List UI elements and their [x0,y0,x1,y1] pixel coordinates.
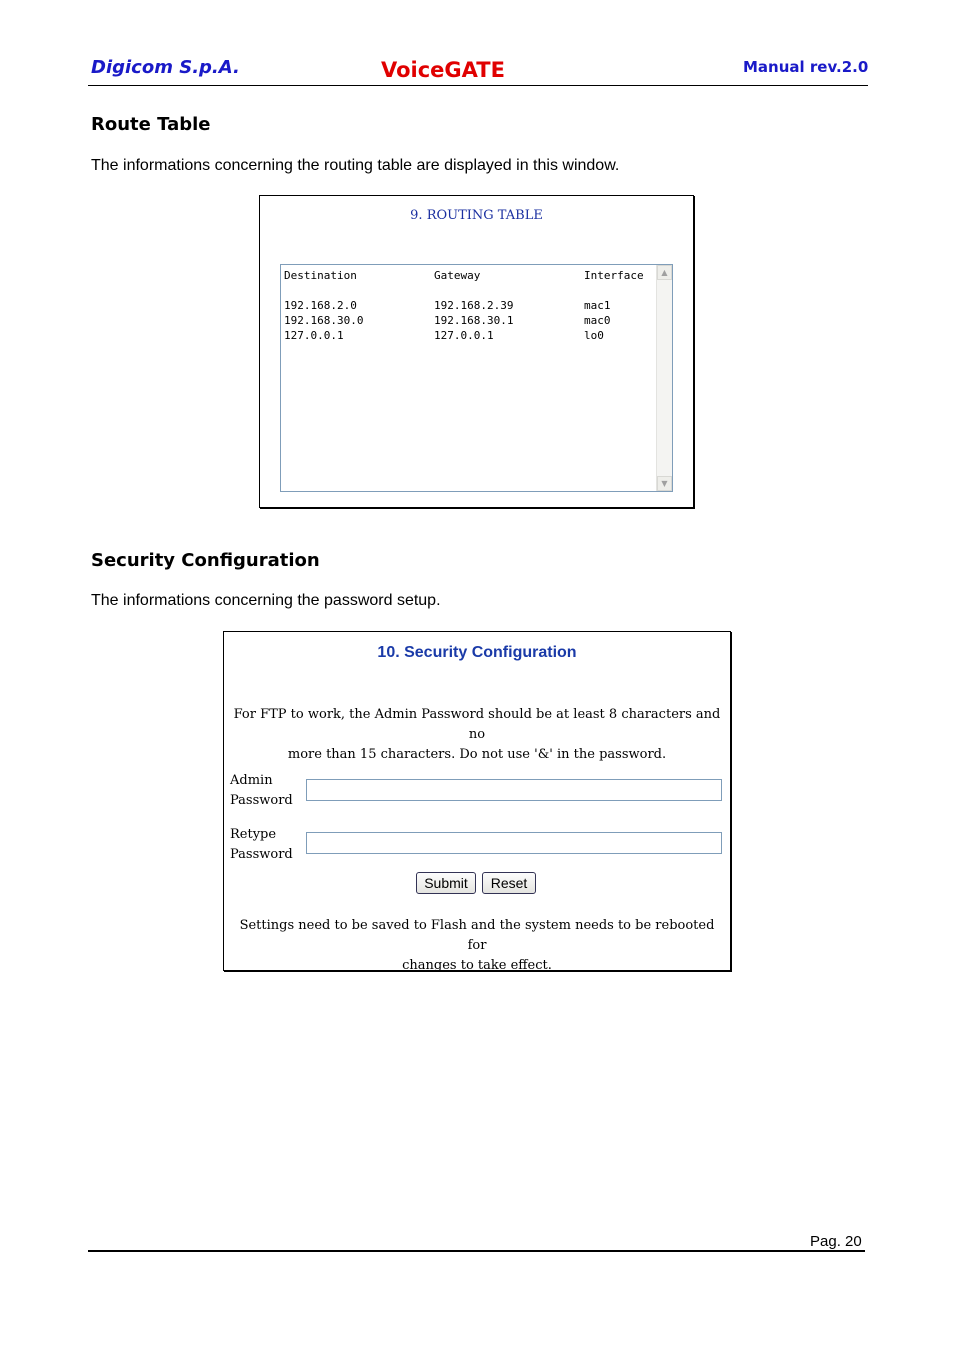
password-rules-line-1: For FTP to work, the Admin Password should be at least 8 characters and no [233,707,721,742]
column-header-gateway: Gateway [434,269,481,282]
company-name: Digicom S.p.A. [91,57,240,78]
header-divider [88,85,868,86]
table-row [284,313,664,328]
product-name: VoiceGATE [381,58,505,82]
routing-table-title: 9. ROUTING TABLE [410,208,543,223]
column-header-interface: Interface [584,269,644,282]
reboot-notice-line-2: changes to take effect. [402,958,552,973]
security-config-heading: Security Configuration [91,550,320,571]
retype-password-label-line-1: Retype [230,827,277,842]
admin-password-label-line-1: Admin [230,773,273,788]
footer-divider [88,1250,865,1252]
route-destination: 192.168.30.0 [284,314,364,327]
reboot-notice-line-1: Settings need to be saved to Flash and the system needs to be rebooted for [239,918,715,953]
scroll-up-icon[interactable]: ▲ [657,265,672,280]
retype-password-label-line-2: Password [230,847,293,862]
routing-table-header-row [284,268,664,283]
admin-password-label-line-2: Password [230,793,293,808]
retype-password-label [230,825,293,865]
password-rules-line-2: more than 15 characters. Do not use '&' in the password. [287,747,667,762]
route-destination: 192.168.2.0 [284,299,357,312]
table-row [284,298,664,313]
admin-password-label [230,771,293,811]
routing-table-window [259,195,694,508]
security-config-description: The informations concerning the password setup. [91,592,441,609]
table-row [284,328,664,343]
scroll-down-icon[interactable]: ▼ [657,476,672,491]
route-interface: mac0 [584,314,611,327]
route-table-description: The informations concerning the routing table are displayed in this window. [91,157,620,174]
page-number: Pag. 20 [810,1233,862,1250]
route-gateway: 192.168.30.1 [434,314,514,327]
security-config-title: 10. Security Configuration [377,644,577,661]
password-rules-note [232,705,722,765]
routing-table-scrollbar[interactable] [656,265,672,491]
submit-button[interactable]: Submit [416,872,476,894]
routing-table-textarea[interactable] [280,264,673,492]
retype-password-input[interactable] [306,832,722,854]
security-config-window [223,631,731,971]
route-interface: lo0 [584,329,604,342]
manual-revision: Manual rev.2.0 [743,58,869,76]
route-destination: 127.0.0.1 [284,329,344,342]
admin-password-input[interactable] [306,779,722,801]
reboot-notice [232,916,722,976]
blank-row [284,283,664,298]
route-interface: mac1 [584,299,611,312]
route-gateway: 127.0.0.1 [434,329,494,342]
route-table-heading: Route Table [91,114,211,135]
column-header-destination: Destination [284,269,357,282]
reset-button[interactable]: Reset [482,872,536,894]
route-gateway: 192.168.2.39 [434,299,514,312]
routing-table-content [284,268,664,343]
